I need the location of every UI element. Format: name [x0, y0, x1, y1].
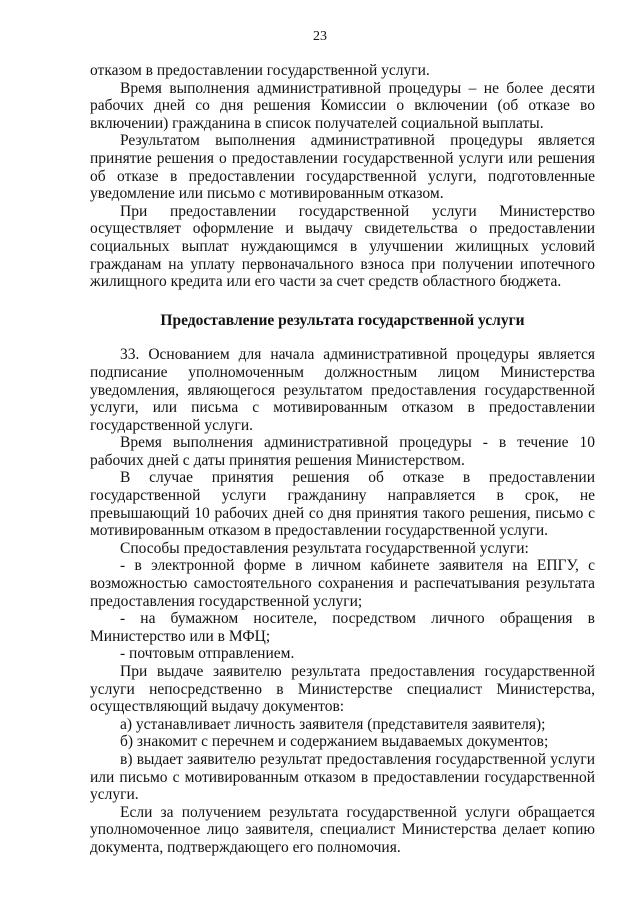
page-number: 23 [313, 29, 327, 44]
list-item: - на бумажном носителе, посредством личного обращения в Министерство или в МФЦ; [90, 610, 595, 645]
paragraph: Результатом выполнения административной процедуры является принятие решения о предоставлении государственной услуги или решения об отказе в предоставлении государственной услуги, подготовленные уведомление или письмо с мотивированным отказом. [90, 132, 595, 203]
paragraph: 33. Основанием для начала административной процедуры является подписание уполномоченным должностным лицом Министерства уведомления, являющегося результатом предоставления государственной услуги, или письма с мотивированным отказом в предоставлении государственной услуги. [90, 346, 595, 434]
paragraph-continuation: отказом в предоставлении государственной услуги. [90, 62, 430, 79]
section-heading: Предоставление результата государственной услуги [160, 311, 525, 329]
paragraph: При предоставлении государственной услуги Министерство осуществляет оформление и выдачу свидетельства о предоставлении социальных выплат нуждающимся в улучшении жилищных условий гражданам на уплату первоначального взноса при получении ипотечного жилищного кредита или его части за счет средств областного бюджета. [90, 202, 595, 291]
list-item: а) устанавливает личность заявителя (представителя заявителя); [120, 715, 546, 733]
paragraph: Способы предоставления результата государственной услуги: [120, 539, 529, 557]
paragraph: Если за получением результата государственной услуги обращается уполномоченное лицо заявителя, специалист Министерства делает копию документа, подтверждающего его полномочия. [90, 803, 595, 856]
list-item: б) знакомит с перечнем и содержанием выдаваемых документов; [120, 733, 549, 751]
list-item: - в электронной форме в личном кабинете заявителя на ЕПГУ, с возможностью самостоятельного сохранения и распечатывания результата предоставления государственной услуги; [90, 557, 595, 610]
paragraph: В случае принятия решения об отказе в предоставлении государственной услуги гражданину направляется в срок, не превышающий 10 рабочих дней со дня принятия такого решения, письмо с мотивированным отказом в предоставлении государственной услуги. [90, 469, 595, 540]
paragraph: Время выполнения административной процедуры – не более десяти рабочих дней со дня решения Комиссии о включении (об отказе во включении) гражданина в список получателей социальной выплаты. [90, 79, 595, 132]
document-body [90, 62, 595, 857]
paragraph: Время выполнения административной процедуры - в течение 10 рабочих дней с даты принятия решения Министерством. [90, 434, 595, 469]
list-item: в) выдает заявителю результат предоставления государственной услуги или письмо с мотивированным отказом в предоставлении государственной услуги. [90, 750, 595, 804]
list-item: - почтовым отправлением. [120, 645, 295, 663]
paragraph: При выдаче заявителю результата предоставления государственной услуги непосредственно в Министерстве специалист Министерства, осуществляющий выдачу документов: [90, 663, 595, 716]
